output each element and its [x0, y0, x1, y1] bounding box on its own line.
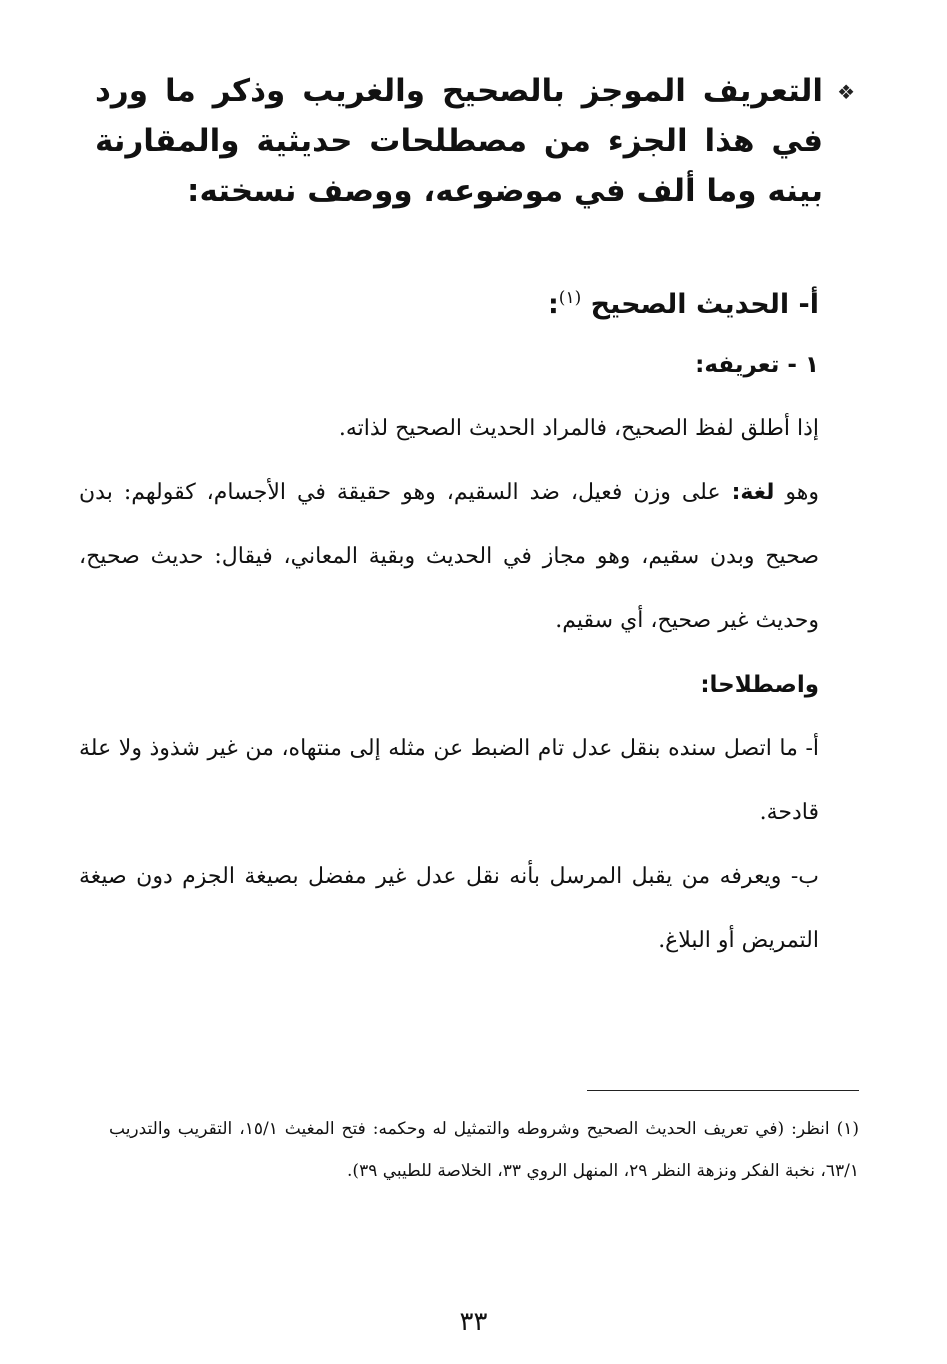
section-title: [79, 270, 819, 333]
lugha-label: لغة:: [731, 480, 775, 505]
istilah-label: واصطلاحا:: [700, 672, 819, 698]
subsection-title: ١ - تعريفه:: [695, 352, 819, 378]
lugha-prefix: وهو: [785, 480, 819, 505]
intro-paragraph: إذا أطلق لفظ الصحيح، فالمراد الحديث الصحيح لذاته.: [338, 416, 819, 441]
section-title-colon: :: [547, 289, 559, 320]
page-number: ٣٣: [459, 1307, 488, 1337]
footnote: (١) انظر: (في تعريف الحديث الصحيح وشروطه والتمثيل له وحكمه: فتح المغيث ١٥/١، التقريب والتدريب ٦٣/١، نخبة الفكر ونزهة النظر ٢٩، المنهل الروي ٣٣، الخلاصة للطيبي ٣٩).: [109, 1119, 860, 1181]
chapter-heading: [95, 66, 855, 216]
footnote-marker: (١): [558, 288, 582, 308]
lugha-text: على وزن فعيل، ضد السقيم، وهو حقيقة في الأجسام، كقولهم: بدن صحيح وبدن سقيم، وهو مجاز في الحديث وبقية المعاني، فيقال: حديث صحيح، وحديث غير صحيح، أي سقيم.: [79, 480, 819, 633]
diamond-bullet-icon: ❖: [837, 80, 855, 104]
lugha-paragraph: [79, 461, 819, 653]
section-title-text: أ- الحديث الصحيح: [590, 289, 819, 320]
footnote-divider: [587, 1090, 859, 1091]
heading-text: التعريف الموجز بالصحيح والغريب وذكر ما ورد في هذا الجزء من مصطلحات حديثية والمقارنة بينه وما ألف في موضوعه، ووصف نسخته:: [95, 73, 824, 209]
main-body: [79, 270, 819, 973]
definition-item-a: أ- ما اتصل سنده بنقل عدل تام الضبط عن مثله إلى منتهاه، من غير شذوذ ولا علة قادحة.: [79, 736, 819, 825]
definition-item-b: ب- ويعرفه من يقبل المرسل بأنه نقل عدل غير مفضل بصيغة الجزم دون صيغة التمريض أو البلاغ.: [79, 864, 820, 953]
